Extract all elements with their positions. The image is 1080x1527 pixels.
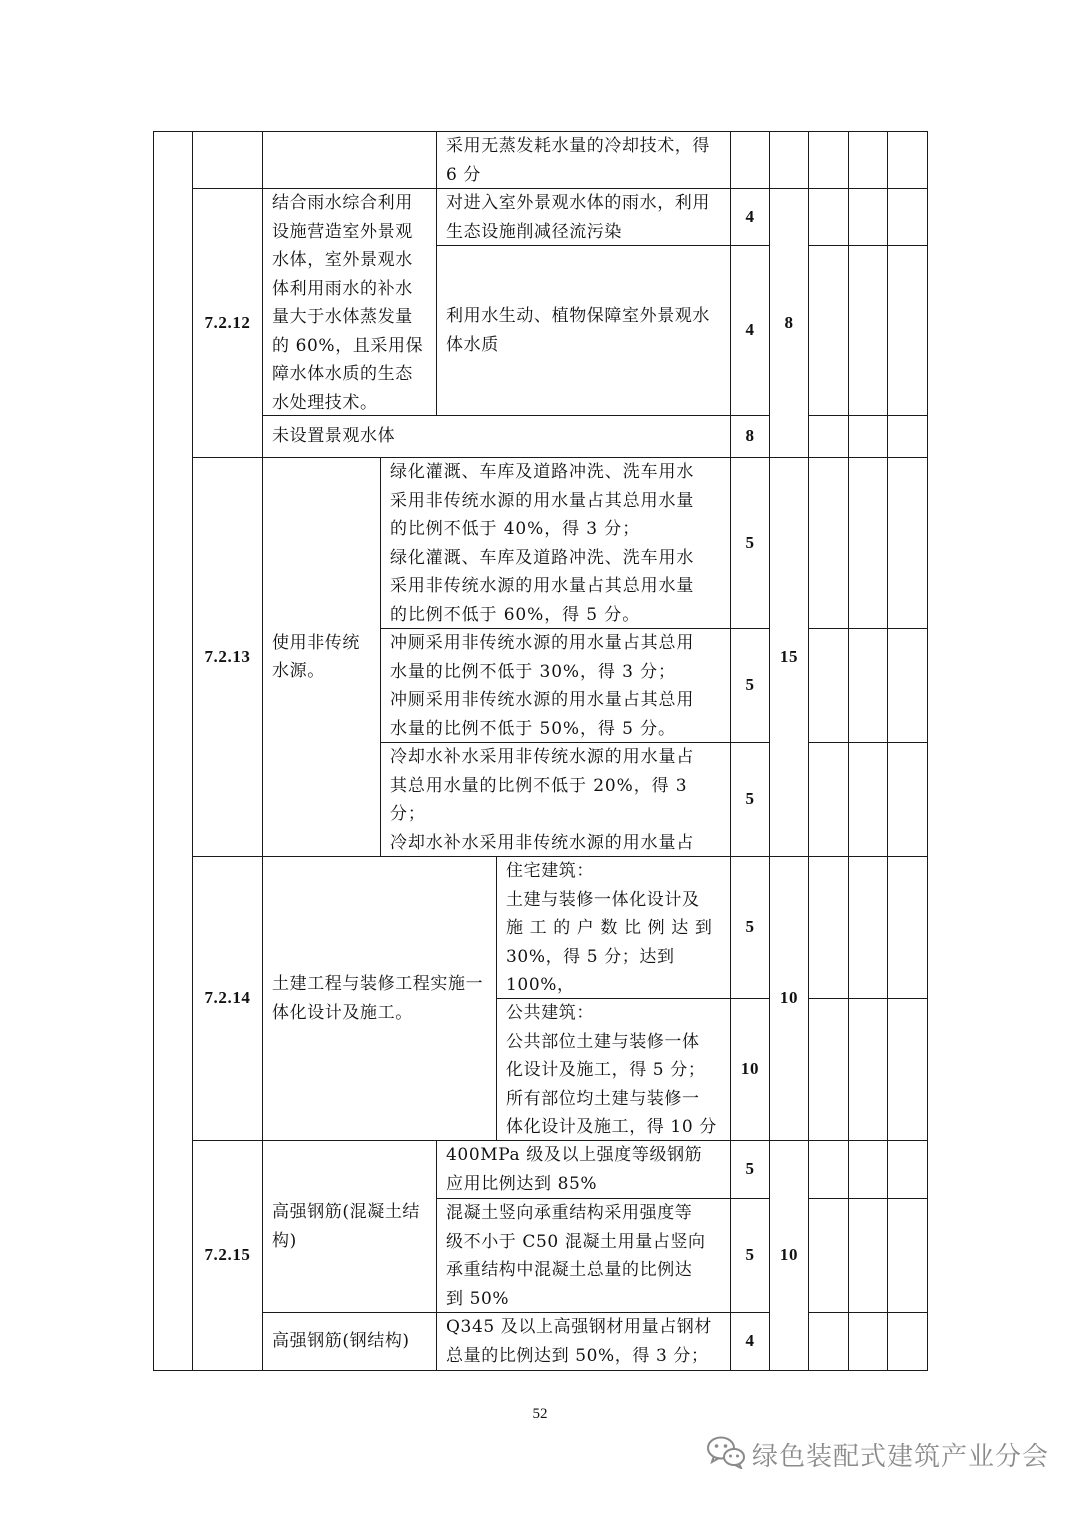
scoring-line: 承重结构中混凝土总量的比例达: [446, 1260, 693, 1280]
requirement-text: 使用非传统水源。: [272, 632, 360, 681]
scoring-item-7215-1: [437, 1141, 730, 1198]
scoring-line: 级不小于 C50 混凝土用量占竖向: [446, 1231, 706, 1252]
wechat-icon: [706, 1435, 746, 1473]
score-value: 4: [745, 1331, 755, 1351]
requirement-7214: [263, 857, 496, 1140]
score-7214-2: [731, 999, 769, 1140]
requirement-text: 结合雨水综合利用设施营造室外景观水体，室外景观水体利用雨水的补水量大于水体蒸发量的 60%，且采用保障水体水质的生态水处理技术。: [272, 193, 424, 413]
total-score-7213: [770, 458, 808, 856]
item-code-7212: [193, 189, 262, 457]
scoring-line: 30%，得 5 分；达到 100%，: [506, 946, 675, 995]
total-value: 15: [779, 646, 799, 666]
scoring-line: 总量的比例达到 50%，得 3 分；: [446, 1345, 709, 1366]
total-score-7212: [770, 189, 808, 457]
scoring-item-7212-2: [437, 246, 730, 415]
scoring-line: 化设计及施工，得 5 分；: [506, 1060, 706, 1080]
item-code-label: 7.2.12: [204, 312, 251, 332]
requirement-7212: [263, 189, 436, 415]
scoring-line: 冲厕采用非传统水源的用水量占其总用: [390, 690, 695, 710]
scoring-line: 采用非传统水源的用水量占其总用水量: [390, 490, 695, 511]
item-code-label: 7.2.15: [204, 1245, 251, 1265]
score-value: 4: [745, 320, 755, 340]
scoring-text: 未设置景观水体: [272, 426, 396, 447]
item-code-label: 7.2.14: [204, 988, 251, 1008]
score-7215-1: [731, 1141, 769, 1198]
score-value: 5: [745, 1245, 755, 1265]
scoring-item-7213-3: [381, 743, 730, 856]
watermark-text: 绿色装配式建筑产业分会: [752, 1441, 1050, 1472]
requirement-7213: [263, 458, 380, 856]
watermark: [706, 1434, 1049, 1474]
scoring-item-7214-1: [497, 857, 730, 998]
requirement-text: 高强钢筋(混凝土结构): [272, 1202, 421, 1251]
scoring-line: 绿化灌溉、车库及道路冲洗、洗车用水: [390, 462, 695, 482]
score-value: 5: [745, 917, 755, 937]
top-row-text: [437, 132, 730, 188]
scoring-line: Q345 及以上高强钢材用量占钢材: [446, 1317, 712, 1337]
score-7212-2: [731, 246, 769, 415]
scoring-line: 冲厕采用非传统水源的用水量占其总用: [390, 633, 695, 653]
scoring-line: 的比例不低于 60%，得 5 分。: [390, 604, 641, 625]
scoring-item-7212-alt: [263, 416, 730, 457]
requirement-text: 土建工程与装修工程实施一体化设计及施工。: [272, 974, 484, 1023]
score-value: 8: [745, 426, 755, 446]
scoring-item-7214-2: [497, 999, 730, 1140]
scoring-line: 公共部位土建与装修一体: [506, 1031, 700, 1052]
page-number: 52: [532, 1406, 548, 1422]
scoring-item-7213-2: [381, 629, 730, 742]
item-code-7213: [193, 458, 262, 856]
scoring-line: 绿化灌溉、车库及道路冲洗、洗车用水: [390, 547, 695, 568]
scoring-item-7212-1: [437, 189, 730, 245]
scoring-text: 对进入室外景观水体的雨水，利用生态设施削减径流污染: [446, 193, 710, 242]
scoring-line: 混凝土竖向承重结构采用强度等: [446, 1203, 693, 1223]
scoring-line: 冷却水补水采用非传统水源的用水量占: [390, 832, 695, 853]
score-7214-1: [731, 857, 769, 998]
scoring-item-7213-1: [381, 458, 730, 628]
scoring-line: 400MPa 级及以上强度等级钢筋: [446, 1145, 703, 1165]
item-code-7214: [193, 857, 262, 1140]
scoring-line: 其总用水量的比例不低于 20%，得 3 分；: [390, 775, 688, 824]
score-value: 5: [745, 1159, 755, 1179]
total-value: 10: [779, 1245, 799, 1265]
scoring-line: 土建与装修一体化设计及: [506, 889, 700, 910]
scoring-line: 水量的比例不低于 50%，得 5 分。: [390, 718, 676, 739]
score-value: 4: [745, 206, 755, 226]
item-code-label: 7.2.13: [204, 646, 251, 666]
total-value: 8: [784, 312, 794, 332]
scoring-line: 到 50%: [446, 1288, 510, 1309]
scoring-line: 应用比例达到 85%: [446, 1173, 598, 1194]
top-row-text-content: 采用无蒸发耗水量的冷却技术，得 6 分: [446, 136, 710, 185]
scoring-line: 体化设计及施工，得 10 分: [506, 1117, 717, 1137]
total-value: 10: [779, 988, 799, 1008]
score-7213-3: [731, 743, 769, 856]
total-score-7215: [770, 1141, 808, 1370]
scoring-text: 利用水生动、植物保障室外景观水体水质: [446, 306, 710, 355]
score-7212-alt: [731, 416, 769, 457]
score-7213-2: [731, 629, 769, 742]
scoring-line: 冷却水补水采用非传统水源的用水量占: [390, 747, 695, 767]
scoring-line: 的比例不低于 40%，得 3 分；: [390, 519, 641, 539]
total-score-7214: [770, 857, 808, 1140]
scoring-item-7215-3: [437, 1313, 730, 1370]
score-value: 5: [745, 532, 755, 552]
score-7215-3: [731, 1313, 769, 1370]
requirement-7215-steel: [263, 1313, 436, 1370]
score-7215-2: [731, 1199, 769, 1312]
scoring-line: 公共建筑：: [506, 1003, 594, 1023]
scoring-line: 住宅建筑：: [506, 861, 594, 881]
requirement-7215-concrete: [263, 1141, 436, 1312]
scoring-line: 水量的比例不低于 30%，得 3 分；: [390, 661, 676, 682]
requirement-text: 高强钢筋(钢结构): [272, 1331, 410, 1352]
score-7213-1: [731, 458, 769, 628]
score-value: 5: [745, 675, 755, 695]
score-7212-1: [731, 189, 769, 245]
score-value: 10: [740, 1059, 760, 1079]
scoring-line: 采用非传统水源的用水量占其总用水量: [390, 576, 695, 596]
item-code-7215: [193, 1141, 262, 1370]
scoring-item-7215-2: [437, 1199, 730, 1312]
score-value: 5: [745, 789, 755, 809]
scoring-line: 所有部位均土建与装修一: [506, 1088, 700, 1109]
scoring-line: 施 工 的 户 数 比 例 达 到: [506, 918, 713, 938]
